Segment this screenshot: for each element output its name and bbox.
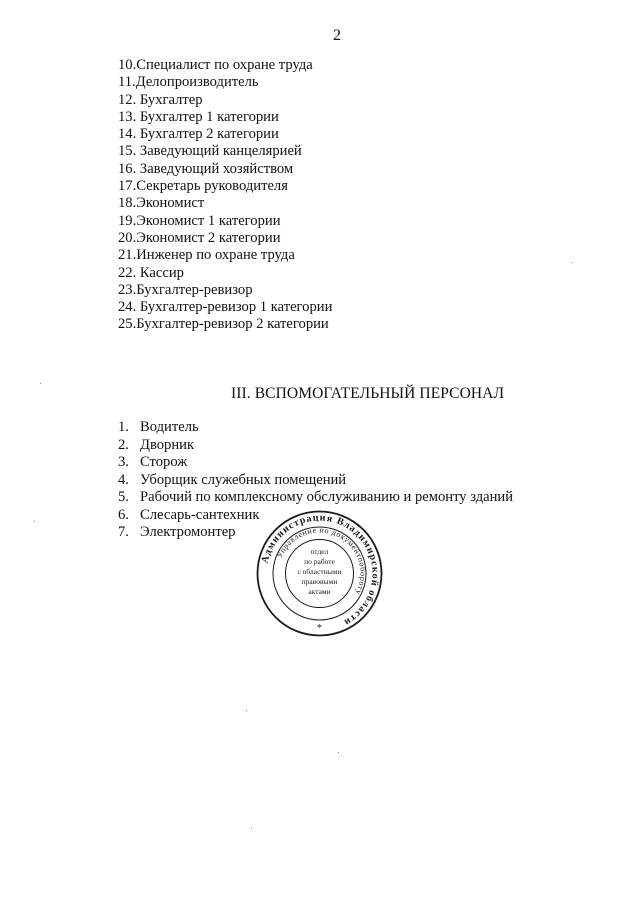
list-item: 12. Бухгалтер bbox=[118, 91, 203, 108]
scan-speck bbox=[40, 383, 41, 384]
section-heading: III. ВСПОМОГАТЕЛЬНЫЙ ПЕРСОНАЛ bbox=[231, 385, 505, 402]
list-item-text: Сторож bbox=[140, 454, 188, 470]
scan-speck bbox=[251, 828, 252, 829]
list-item-text: Рабочий по комплексному обслуживанию и ремонту зданий bbox=[140, 489, 514, 505]
list-item bbox=[118, 454, 513, 472]
stamp-center-line: отдел bbox=[310, 547, 329, 556]
stamp-center-line: по работе bbox=[304, 557, 335, 566]
list-item: 23.Бухгалтер-ревизор bbox=[118, 281, 253, 298]
list-item: 22. Кассир bbox=[118, 264, 184, 281]
list-item-number: 7. bbox=[118, 524, 129, 540]
staff-list-continued bbox=[118, 57, 332, 334]
stamp-center-line: актами bbox=[308, 587, 331, 596]
list-item: 25.Бухгалтер-ревизор 2 категории bbox=[118, 316, 329, 333]
list-item: 16. Заведующий хозяйством bbox=[118, 160, 294, 177]
list-item-number: 2. bbox=[118, 436, 129, 453]
list-item: 20.Экономист 2 категории bbox=[118, 229, 281, 246]
list-item bbox=[118, 472, 513, 490]
list-item bbox=[118, 419, 513, 437]
list-item: 11.Делопроизводитель bbox=[118, 74, 259, 91]
page-number: 2 bbox=[333, 27, 341, 44]
list-item bbox=[118, 489, 513, 507]
list-item: 10.Специалист по охране труда bbox=[118, 57, 313, 73]
list-item: 24. Бухгалтер-ревизор 1 категории bbox=[118, 299, 333, 316]
list-item-number: 6. bbox=[118, 506, 129, 523]
list-item: 19.Экономист 1 категории bbox=[118, 212, 281, 229]
list-item-number: 1. bbox=[118, 419, 129, 435]
list-item-text: Электромонтер bbox=[140, 524, 236, 540]
list-item-text: Дворник bbox=[140, 436, 195, 453]
official-stamp bbox=[256, 510, 383, 637]
list-item-number: 5. bbox=[118, 489, 129, 505]
stamp-center-line: правовыми bbox=[301, 577, 338, 586]
scan-speck bbox=[572, 262, 573, 263]
list-item-text: Уборщик служебных помещений bbox=[140, 471, 347, 488]
scan-speck bbox=[338, 752, 339, 753]
stamp-outer-text: Администрация Владимирской области bbox=[259, 512, 381, 629]
list-item-number: 3. bbox=[118, 454, 129, 470]
stamp-inner-text: Управление по документообороту bbox=[274, 525, 368, 597]
list-item-number: 4. bbox=[118, 471, 129, 488]
list-item: 14. Бухгалтер 2 категории bbox=[118, 126, 279, 143]
list-item: 17.Секретарь руководителя bbox=[118, 178, 288, 195]
scan-speck bbox=[246, 710, 247, 711]
list-item: 18.Экономист bbox=[118, 195, 205, 212]
list-item-text: Водитель bbox=[140, 419, 199, 435]
list-item bbox=[118, 437, 513, 455]
list-item-text: Слесарь-сантехник bbox=[140, 506, 260, 523]
scan-speck bbox=[34, 521, 35, 522]
list-item: 21.Инженер по охране труда bbox=[118, 247, 295, 264]
list-item: 15. Заведующий канцелярией bbox=[118, 143, 302, 160]
stamp-star: * bbox=[317, 623, 322, 634]
stamp-center-line: с областными bbox=[297, 567, 342, 576]
list-item: 13. Бухгалтер 1 категории bbox=[118, 108, 279, 125]
